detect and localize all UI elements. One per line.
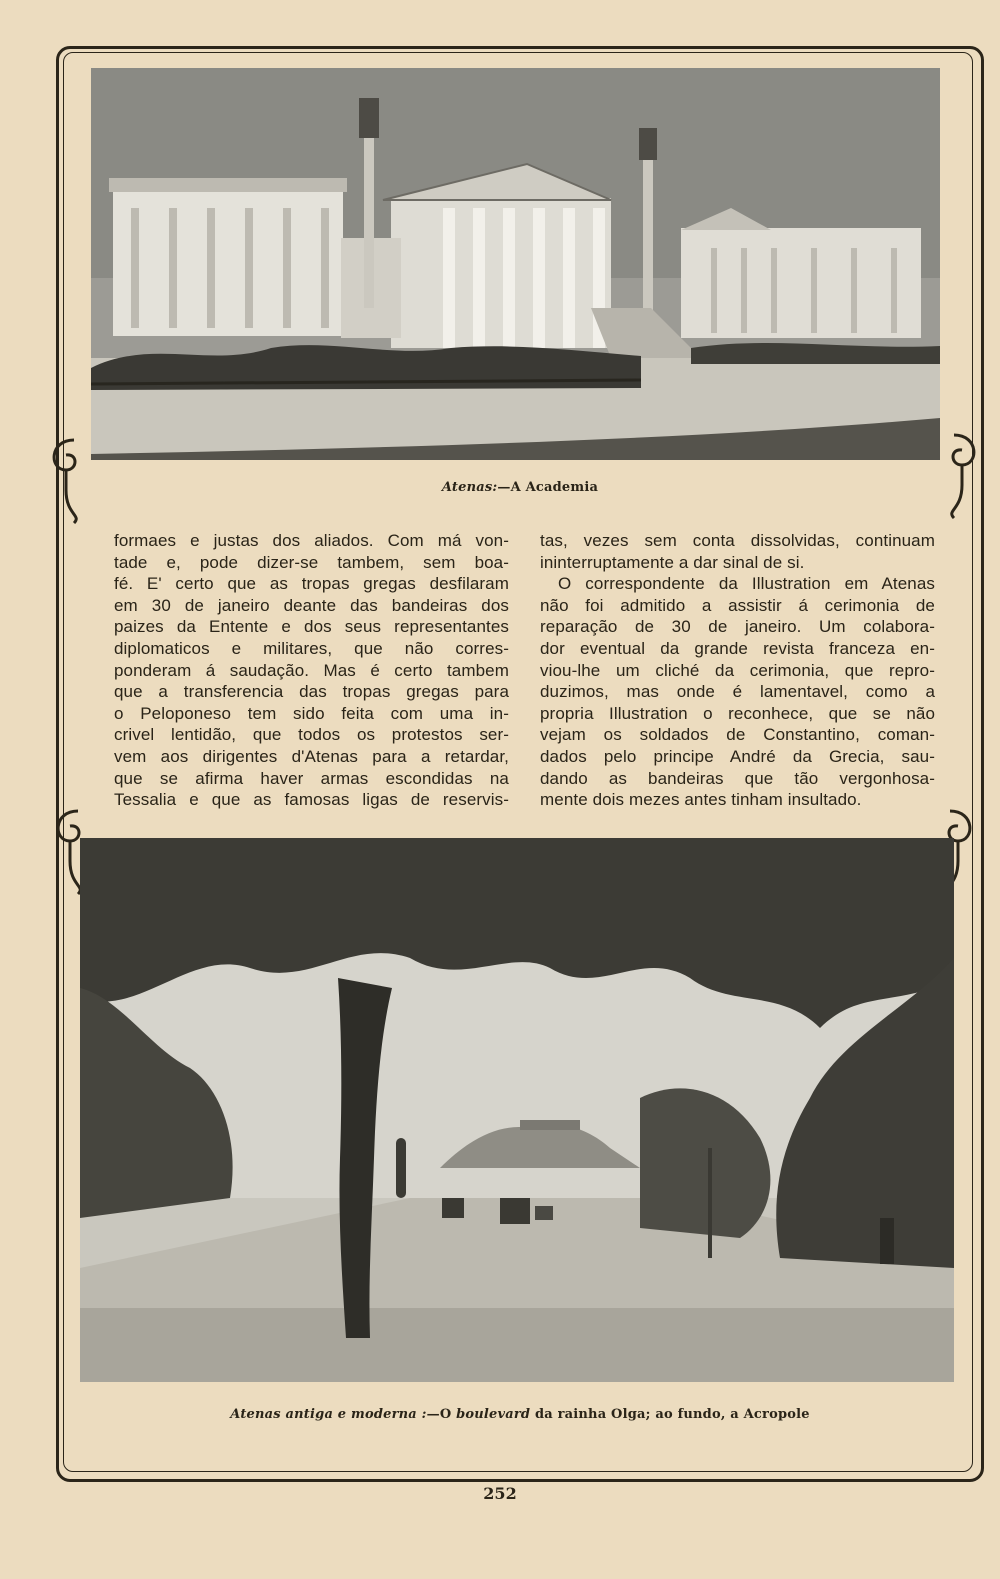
- academy-caption: [60, 480, 980, 495]
- boulevard-caption-title: Atenas antiga e moderna :: [230, 1407, 427, 1422]
- left-line: o Peloponeso tem sido feita com uma in-: [114, 703, 509, 723]
- academy-caption-text: —A Academia: [497, 480, 599, 495]
- right-line: dados pelo principe André da Grecia, sau-: [540, 746, 935, 766]
- boulevard-caption-text: da rainha Olga; ao fundo, a Acropole: [530, 1407, 810, 1422]
- right-line: mente dois mezes antes tinham insultado.: [540, 790, 862, 810]
- left-line: formaes e justas dos aliados. Com má von-: [114, 531, 509, 550]
- academy-illustration: [91, 68, 940, 460]
- right-line: O correspondente da Illustration em Atenas: [558, 574, 935, 594]
- left-line: vem aos dirigentes d'Atenas para a retardar,: [114, 746, 509, 766]
- right-line: vejam os soldados de Constantino, coman-: [540, 725, 935, 745]
- left-line: ponderam á saudação. Mas é certo tambem: [114, 660, 509, 680]
- right-line: reparação de 30 de janeiro. Um colabora-: [540, 617, 935, 637]
- left-line: Tessalia e que as famosas ligas de reservis-: [114, 790, 509, 810]
- boulevard-caption-dash: —O: [426, 1407, 457, 1422]
- page-number: 252: [483, 1484, 517, 1503]
- boulevard-illustration: [80, 838, 954, 1382]
- academy-photo: [91, 68, 940, 460]
- left-line: que a transferencia das tropas gregas para: [114, 682, 509, 702]
- left-line: paizes da Entente e dos seus representantes: [114, 617, 509, 637]
- left-line: que se afirma haver armas escondidas na: [114, 768, 509, 788]
- right-line: dor eventual da grande revista franceza en-: [540, 638, 935, 658]
- right-line: não foi admitido a assistir á cerimonia de: [540, 595, 935, 615]
- right-line: tas, vezes sem conta dissolvidas, continuam: [540, 531, 935, 550]
- left-line: tade e, pode dizer-se tambem, sem boa-: [114, 552, 509, 572]
- right-line: ininterruptamente a dar sinal de si.: [540, 552, 805, 572]
- article-right-column: [540, 530, 935, 811]
- boulevard-caption-boulevard: boulevard: [456, 1407, 531, 1422]
- right-line: dando as bandeiras que tão vergonhosa-: [540, 768, 935, 788]
- right-line: propria Illustration o reconhece, que se não: [540, 703, 935, 723]
- right-line: duzimos, mas onde é lamentavel, como a: [540, 682, 935, 702]
- right-line: viou-lhe um cliché da cerimonia, que repro-: [540, 660, 935, 680]
- boulevard-photo: [80, 838, 954, 1382]
- article-left-column: [114, 530, 509, 811]
- academy-caption-place: Atenas:: [441, 480, 498, 495]
- left-line: em 30 de janeiro deante das bandeiras dos: [114, 595, 509, 615]
- boulevard-caption: [60, 1407, 980, 1422]
- right-upper-scroll-ornament: [944, 430, 984, 520]
- left-line: crivel lentidão, que todos os protestos ser-: [114, 725, 509, 745]
- left-line: diplomaticos e militares, que não corres-: [114, 638, 509, 658]
- left-line: fé. E' certo que as tropas gregas desfilaram: [114, 574, 509, 594]
